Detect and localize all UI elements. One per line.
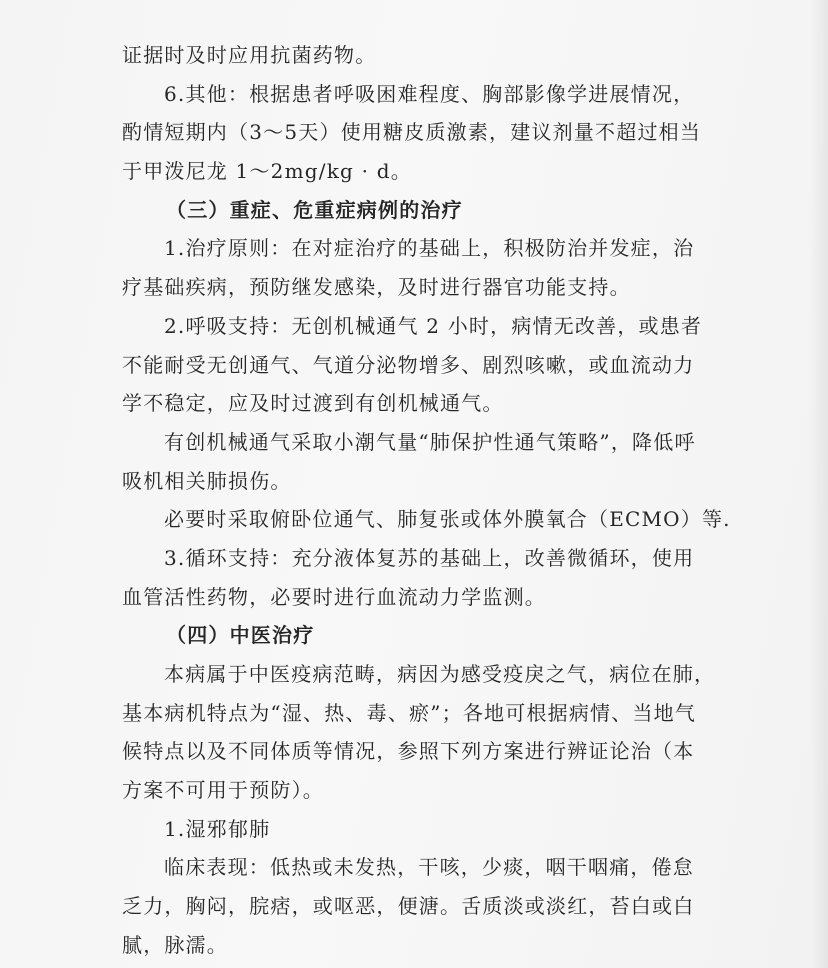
text-line: 基本病机特点为“湿、热、毒、瘀”；各地可根据病情、当地气: [122, 700, 697, 725]
text-line: 乏力，胸闷，脘痞，或呕恶，便溏。舌质淡或淡红，苔白或白: [122, 894, 695, 919]
text-line: 2.呼吸支持：无创机械通气 2 小时，病情无改善，或患者: [164, 313, 703, 338]
text-line: 本病属于中医疫病范畴，病因为感受疫戾之气，病位在肺，: [164, 662, 716, 686]
page-edge-shadow: [810, 0, 828, 968]
text-line: 酌情短期内（3～5天）使用糖皮质激素，建议剂量不超过相当: [122, 120, 702, 145]
text-line: 1.治疗原则：在对症治疗的基础上，积极防治并发症，治: [164, 236, 695, 261]
text-line: 必要时采取俯卧位通气、肺复张或体外膜氧合（ECMO）等.: [164, 507, 731, 532]
text-line: 有创机械通气采取小潮气量“肺保护性通气策略”，降低呼: [164, 429, 696, 454]
text-line: 血管活性药物，必要时进行血流动力学监测。: [122, 584, 546, 609]
text-line: 疗基础疾病，预防继发感染，及时进行器官功能支持。: [122, 275, 631, 300]
text-line: 3.循环支持：充分液体复苏的基础上，改善微循环，使用: [164, 545, 695, 570]
text-line: 吸机相关肺损伤。: [122, 468, 292, 493]
text-line: 候特点以及不同体质等情况，参照下列方案进行辨证论治（本: [122, 739, 695, 764]
text-line: 1.湿邪郁肺: [164, 816, 271, 841]
text-line: 腻，脉濡。: [122, 932, 228, 957]
text-line: 6.其他：根据患者呼吸困难程度、胸部影像学进展情况，: [164, 81, 695, 106]
text-line: 临床表现：低热或未发热，干咳，少痰，咽干咽痛，倦怠: [164, 855, 694, 880]
text-line: 方案不可用于预防）。: [122, 778, 324, 803]
section-heading: （四）中医治疗: [166, 623, 315, 648]
text-line: 学不稳定，应及时过渡到有创机械通气。: [122, 391, 504, 416]
section-heading: （三）重症、危重症病例的治疗: [166, 197, 463, 222]
text-line: 证据时及时应用抗菌药物。: [122, 43, 377, 67]
document-body: [122, 36, 731, 965]
text-line: 于甲泼尼龙 1～2mg/kg · d。: [122, 159, 412, 184]
text-line: 不能耐受无创通气、气道分泌物增多、剧烈咳嗽，或血流动力: [122, 352, 695, 377]
